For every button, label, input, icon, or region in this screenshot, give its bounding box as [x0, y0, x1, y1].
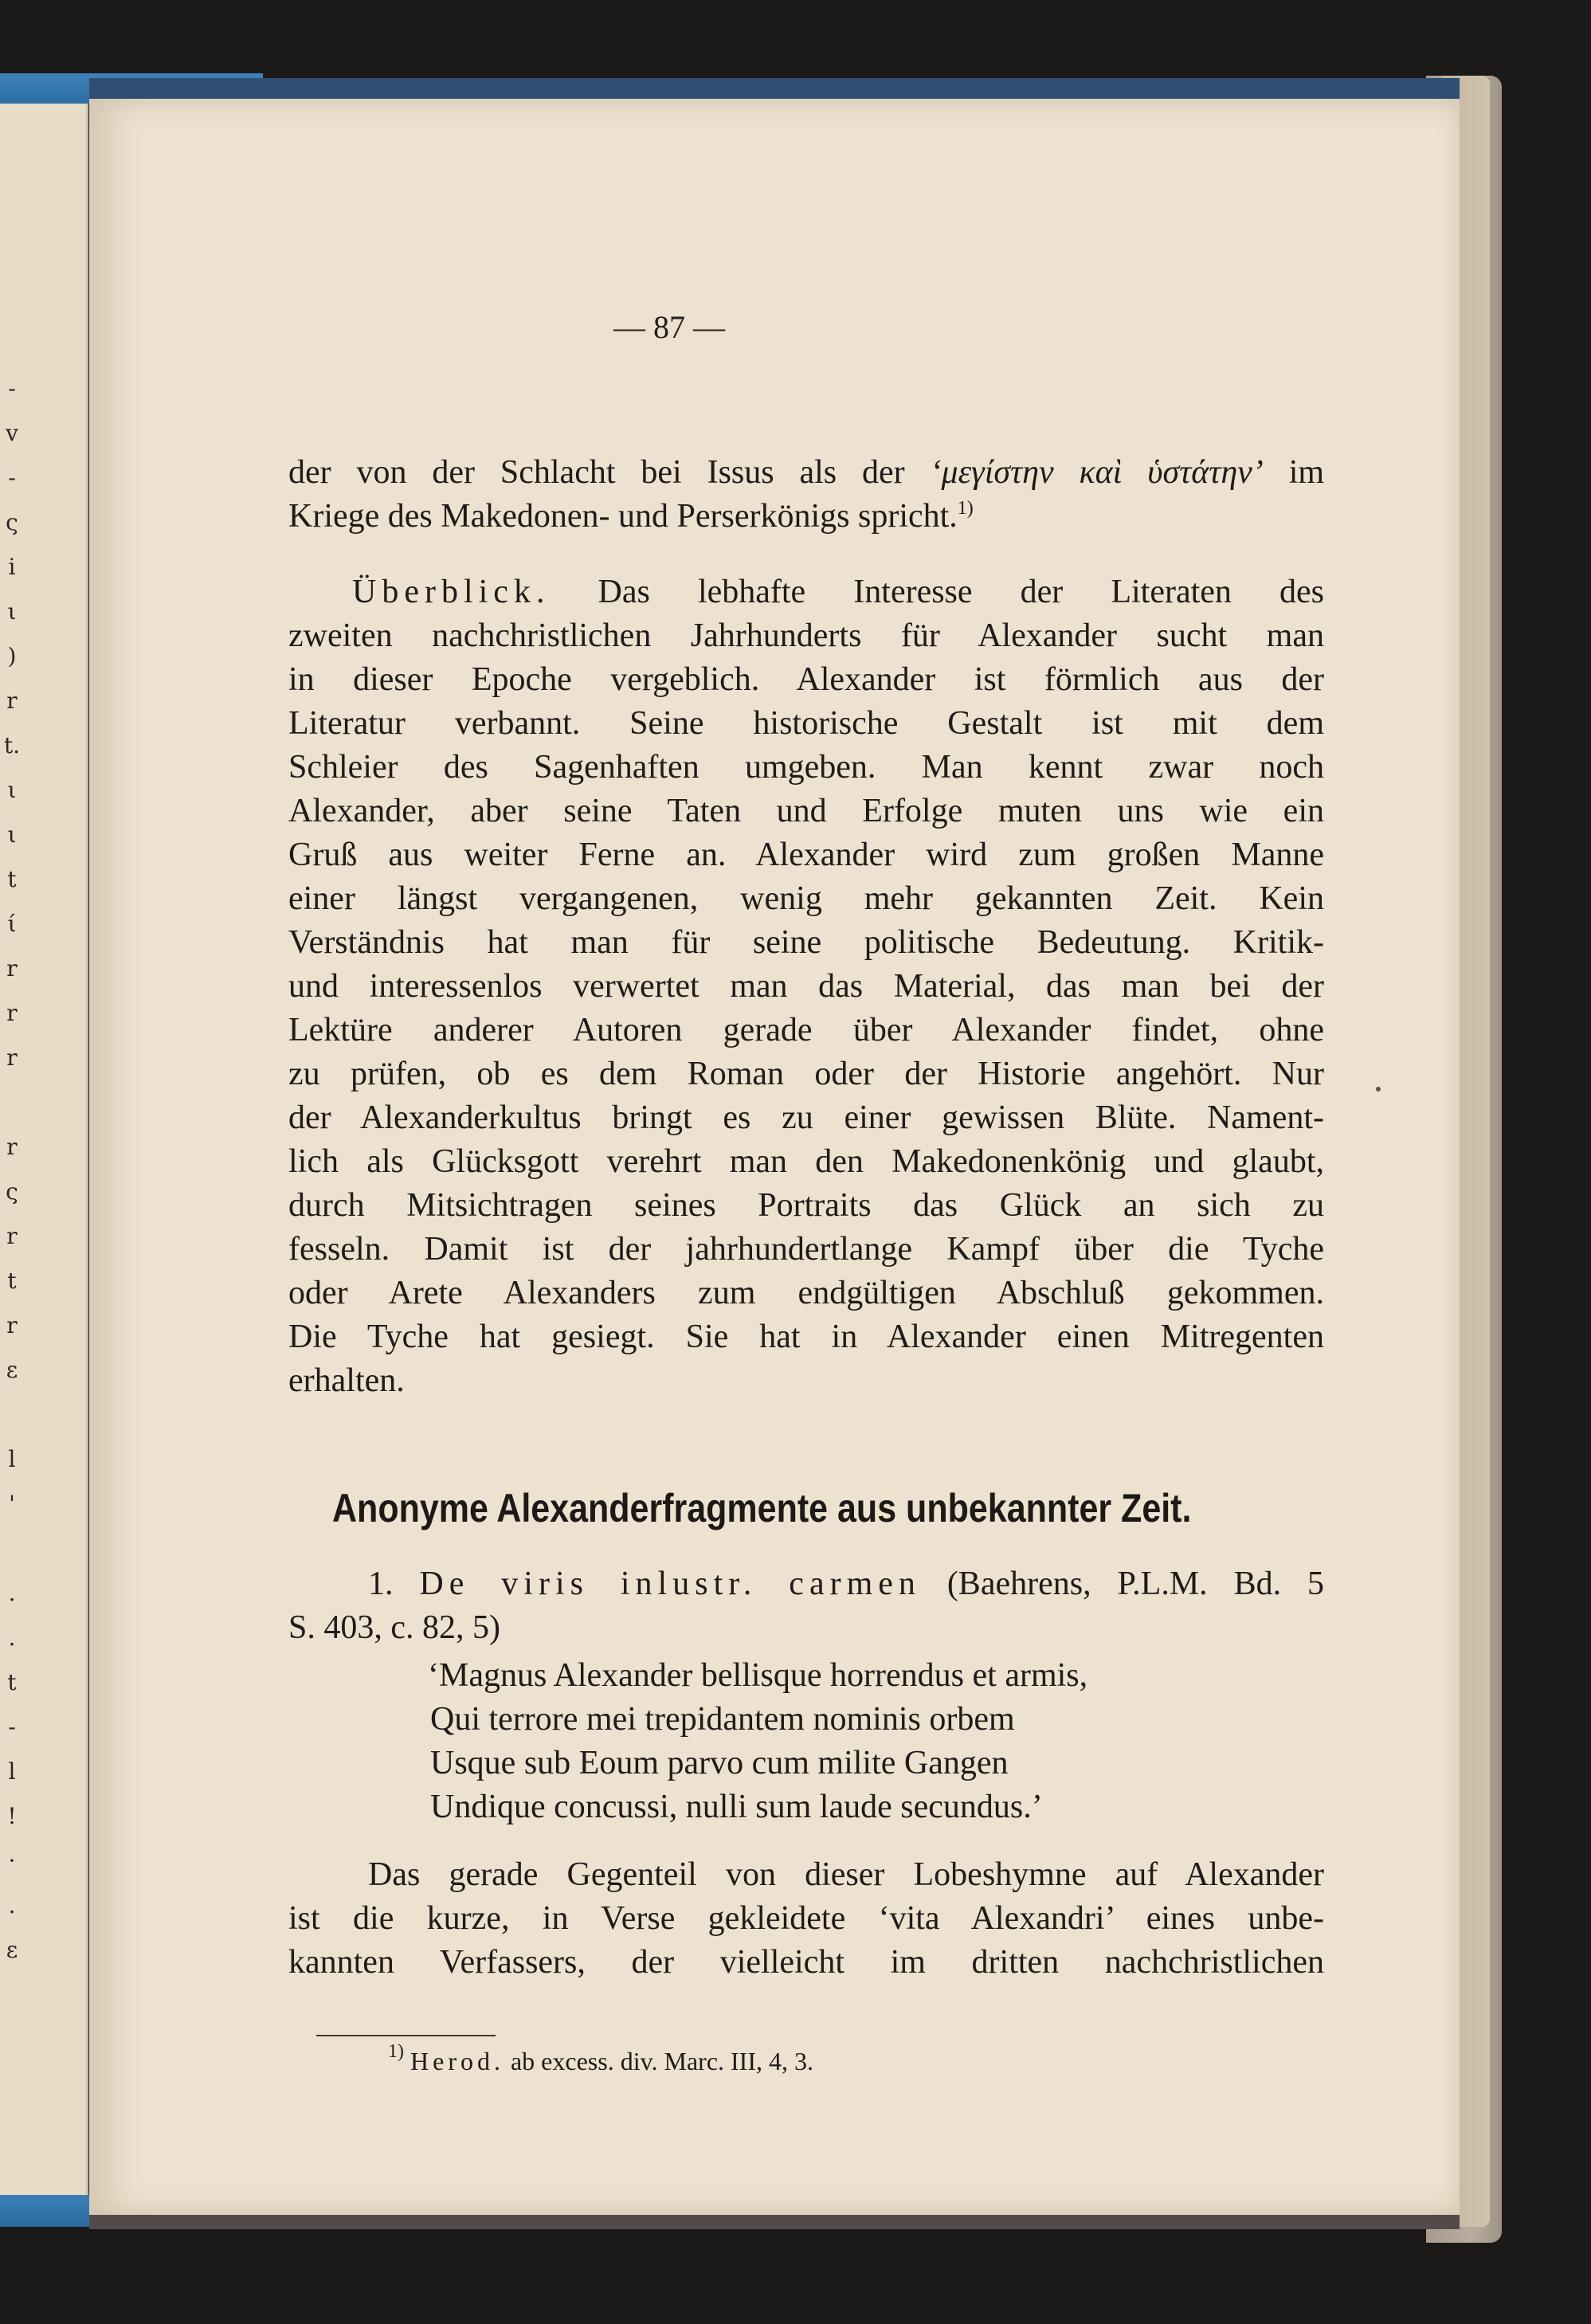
verse-line: ‘Magnus Alexander bellisque horrendus et armis, — [428, 1657, 1088, 1694]
footnote-ref: 1) — [957, 498, 974, 519]
footnote-text: ab excess. div. Marc. III, 4, 3. — [510, 2047, 813, 2075]
facing-page-glyph: t. — [3, 732, 21, 758]
facing-page-glyph — [0, 1393, 24, 1437]
text-line: fesseln. Damit ist der jahrhundertlange Kampf über die Tyche — [288, 1231, 1324, 1268]
facing-page-glyph: ί — [7, 911, 17, 937]
facing-page-glyph: ε — [6, 1357, 18, 1383]
text-line: kannten Verfassers, der vielleicht im dritten nachchristlichen — [288, 1944, 1324, 1981]
facing-page-glyph: r — [6, 1044, 18, 1071]
footnote — [388, 2041, 813, 2076]
greek-quote: ‘μεγίστην καὶ ὑστάτην’ — [930, 454, 1264, 491]
fragment-title: De viris inlustr. carmen — [419, 1566, 921, 1602]
fragment-citation — [288, 1565, 1324, 1603]
paragraph-text: Das lebhafte Interesse der Literaten des — [598, 574, 1324, 610]
facing-page-glyph: ε — [6, 1937, 18, 1963]
opening-text: Kriege des Makedonen- und Perserkönigs spricht. — [288, 498, 958, 535]
footnote-rule — [316, 2035, 496, 2036]
facing-page-glyph: v — [6, 420, 18, 446]
facing-page-glyph: ς — [6, 1178, 18, 1205]
text-line — [288, 497, 1324, 535]
facing-page-glyph: . — [8, 1624, 16, 1651]
text-line: Verständnis hat man für seine politische Bedeutung. Kritik- — [288, 924, 1324, 961]
text-line: und interessenlos verwertet man das Material, das man bei der — [288, 968, 1324, 1005]
paper-speck — [1376, 1087, 1381, 1091]
text-line: Schleier des Sagenhaften umgeben. Man kennt zwar noch — [288, 749, 1324, 786]
text-line: Die Tyche hat gesiegt. Sie hat in Alexander einen Mitregenten — [288, 1319, 1324, 1355]
facing-page-glyph: r — [6, 1000, 18, 1026]
footnote-marker: 1) — [388, 2041, 404, 2062]
section-heading: Anonyme Alexanderfragmente aus unbekannter Zeit. — [332, 1486, 1192, 1530]
facing-page-glyph: - — [8, 375, 16, 402]
facing-page-glyph: t — [7, 866, 17, 892]
facing-page-glyph: i — [8, 554, 16, 580]
facing-page-glyph — [0, 1526, 24, 1571]
fragment-source: (Baehrens, P.L.M. Bd. 5 — [946, 1566, 1325, 1602]
text-line: einer längst vergangenen, wenig mehr gekannten Zeit. Kein — [288, 880, 1324, 917]
facing-page-glyph: . — [8, 1892, 16, 1918]
facing-page-glyph: r — [6, 688, 18, 714]
facing-page-glyph: t — [7, 1669, 17, 1695]
text-line: in dieser Epoche vergeblich. Alexander ist förmlich aus der — [288, 661, 1324, 698]
verse-line: Undique concussi, nulli sum laude secundus.’ — [430, 1789, 1043, 1825]
footnote-author: Herod. — [410, 2047, 504, 2075]
text-line: Das gerade Gegenteil von dieser Lobeshymne auf Alexander — [368, 1856, 1324, 1893]
facing-page-glyph — [0, 1080, 24, 1125]
paragraph-label: Überblick. — [352, 574, 551, 610]
facing-page-glyph: l — [8, 1446, 16, 1472]
text-line: Gruß aus weiter Ferne an. Alexander wird zum großen Manne — [288, 837, 1324, 873]
fragment-number: 1. — [368, 1566, 394, 1602]
text-line — [288, 453, 1324, 492]
opening-text: der von der Schlacht bei Issus als der — [288, 454, 905, 491]
facing-page-glyph: r — [6, 955, 18, 982]
fragment-source-cont: S. 403, c. 82, 5) — [288, 1609, 500, 1646]
facing-page-glyph: . — [8, 1580, 16, 1606]
facing-page-glyph: r — [6, 1312, 18, 1338]
facing-page-glyph: ι — [7, 821, 17, 848]
facing-page-glyph: r — [6, 1223, 18, 1249]
facing-page-text — [0, 366, 24, 1973]
text-line: durch Mitsichtragen seines Portraits das Glück an sich zu — [288, 1187, 1324, 1224]
text-line: ist die kurze, in Verse gekleidete ‘vita Alexandri’ eines unbe- — [288, 1900, 1324, 1937]
facing-page-glyph: l — [8, 1758, 16, 1785]
opening-text-end: im — [1288, 454, 1325, 491]
facing-page-glyph: · — [8, 1848, 16, 1874]
text-line — [288, 573, 1324, 611]
text-line: zweiten nachchristlichen Jahrhunderts für Alexander sucht man — [288, 617, 1324, 654]
facing-page-glyph: - — [8, 464, 16, 491]
text-line: der Alexanderkultus bringt es zu einer gewissen Blüte. Nament- — [288, 1099, 1324, 1136]
facing-page-glyph: - — [8, 1714, 16, 1740]
text-line: lich als Glücksgott verehrt man den Makedonenkönig und glaubt, — [288, 1143, 1324, 1180]
facing-page-glyph: ς — [6, 509, 18, 535]
facing-page-glyph: ) — [7, 643, 17, 669]
text-line: oder Arete Alexanders zum endgültigen Abschluß gekommen. — [288, 1275, 1324, 1311]
text-line: Lektüre anderer Autoren gerade über Alexander findet, ohne — [288, 1012, 1324, 1048]
text-line: Literatur verbannt. Seine historische Gestalt ist mit dem — [288, 705, 1324, 742]
verse-line: Qui terrore mei trepidantem nominis orbem — [430, 1701, 1015, 1738]
facing-page-glyph: ' — [9, 1491, 15, 1517]
text-line: erhalten. — [288, 1362, 405, 1399]
page-number: — 87 — — [613, 309, 725, 345]
facing-page-glyph: ! — [7, 1803, 17, 1829]
facing-page-glyph: t — [7, 1268, 17, 1294]
book-page — [89, 78, 1460, 2229]
facing-page-glyph: ι — [7, 598, 17, 625]
facing-page-glyph: ι — [7, 777, 17, 803]
cover-edge-bottom — [0, 2195, 104, 2227]
text-line: Alexander, aber seine Taten und Erfolge muten uns wie ein — [288, 793, 1324, 829]
text-line: zu prüfen, ob es dem Roman oder der Historie angehört. Nur — [288, 1056, 1324, 1092]
verse-line: Usque sub Eoum parvo cum milite Gangen — [430, 1745, 1009, 1781]
facing-page-glyph: r — [6, 1134, 18, 1160]
